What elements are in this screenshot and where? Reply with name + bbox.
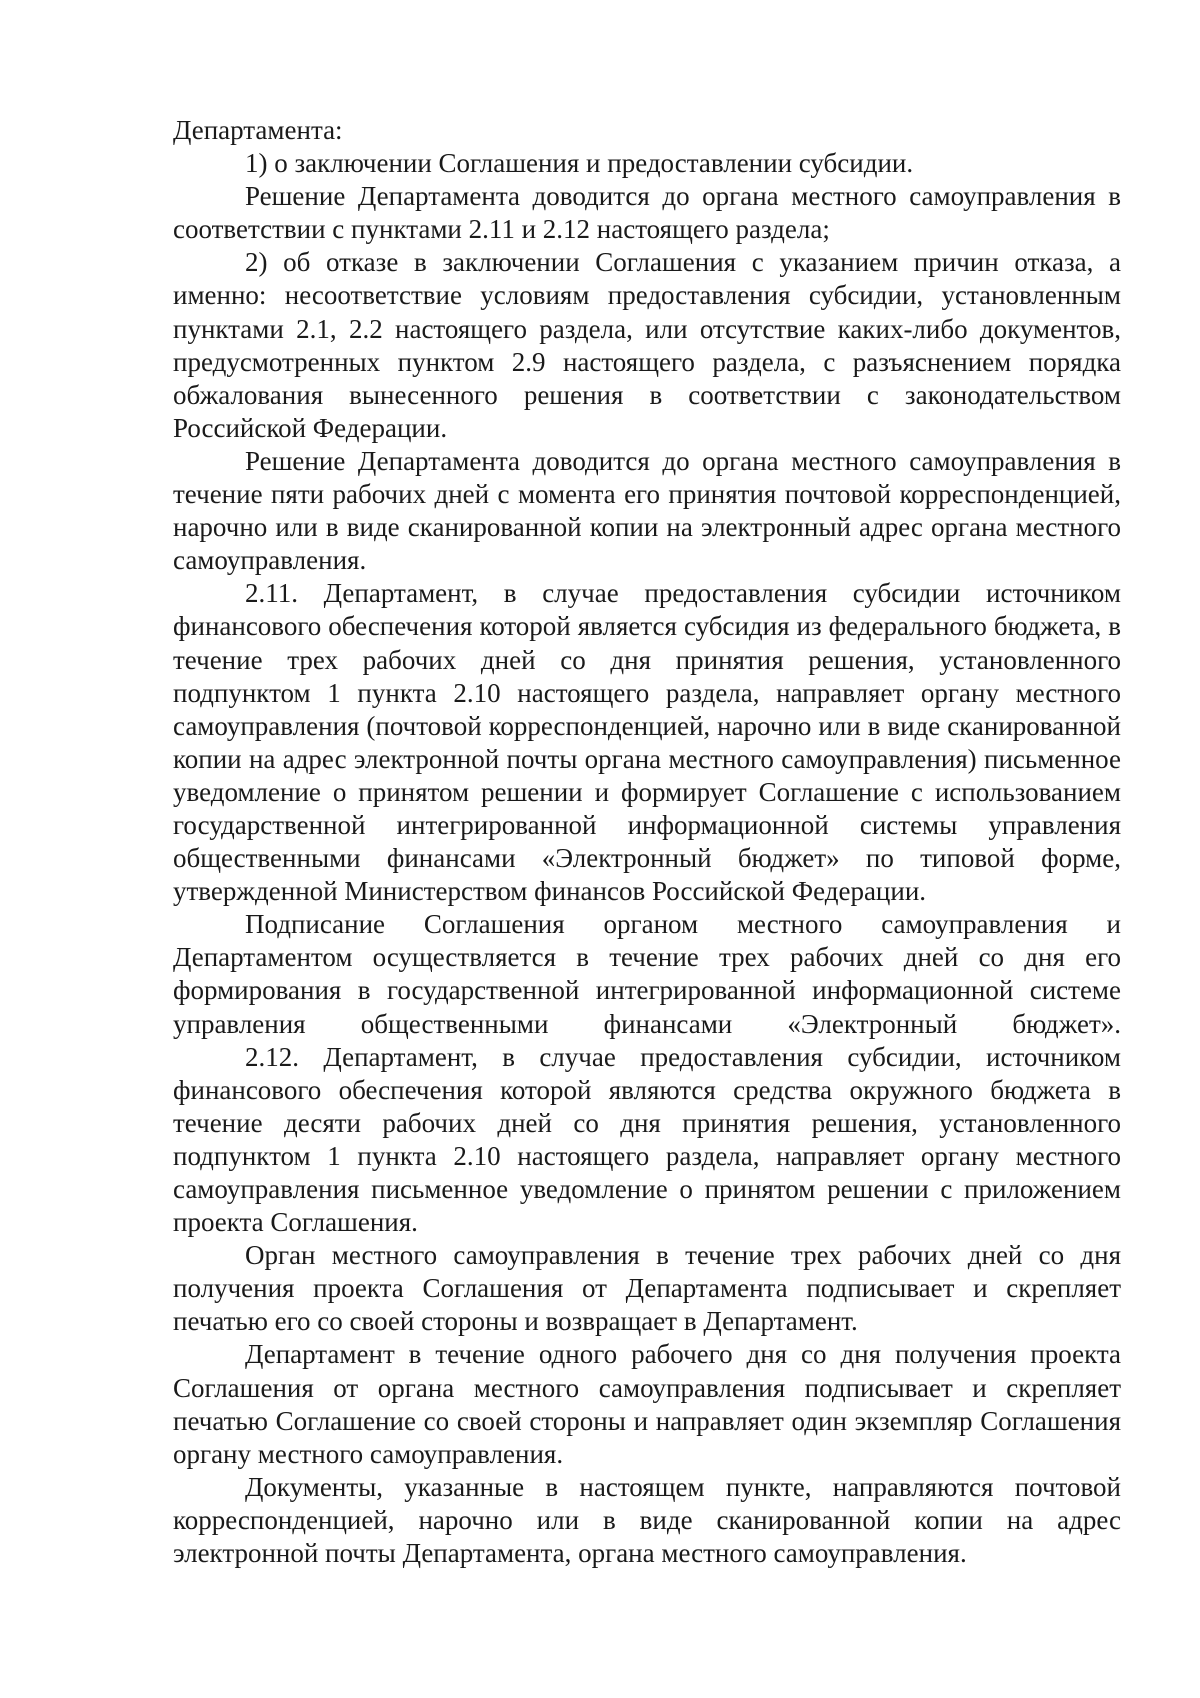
paragraph-decision-notice-1: Решение Департамента доводится до органа местного самоуправления в соответствии с пунктами 2.11 и 2.12 настоящего раздела; [173,181,1121,245]
paragraph-signing: Подписание Соглашения органом местного самоуправления и Департаментом осуществляется в течение трех рабочих дней со дня его формирования в государственной интегрированной информационной системе управления общественными финансами «Электронный бюджет». [173,909,1121,1039]
document-page [173,114,1121,1570]
paragraph-continuation: Департамента: [173,115,343,145]
paragraph-department-signs: Департамент в течение одного рабочего дня со дня получения проекта Соглашения от органа местного самоуправления подписывает и скрепляет печатью Соглашение со своей стороны и направляет один экземпляр Соглашения органу местного самоуправления. [173,1339,1121,1469]
paragraph-local-authority: Орган местного самоуправления в течение трех рабочих дней со дня получения проекта Соглашения от Департамента подписывает и скрепляет печатью его со своей стороны и возвращает в Департамент. [173,1240,1121,1337]
paragraph-section-2-11: 2.11. Департамент, в случае предоставления субсидии источником финансового обеспечения которой является субсидия из федерального бюджета, в течение трех рабочих дней со дня принятия решения, установленного подпунктом 1 пункта 2.10 настоящего раздела, направляет органу местного самоуправления (почтовой корреспонденцией, нарочно или в виде сканированной копии на адрес электронной почты органа местного самоуправления) письменное уведомление о принятом решении и формирует Соглашение с использованием государственной интегрированной информационной системы управления общественными финансами «Электронный бюджет» по типовой форме, утвержденной Министерством финансов Российской Федерации. [173,578,1121,907]
paragraph-decision-notice-2: Решение Департамента доводится до органа местного самоуправления в течение пяти рабочих дней с момента его принятия почтовой корреспонденцией, нарочно или в виде сканированной копии на электронный адрес органа местного самоуправления. [173,445,1121,576]
paragraph-item-2: 2) об отказе в заключении Соглашения с указанием причин отказа, а именно: несоответствие условиям предоставления субсидии, установленным пунктами 2.1, 2.2 настоящего раздела, или отсутствие каких-либо документов, предусмотренных пунктом 2.9 настоящего раздела, с разъяснением порядка обжалования вынесенного решения в соответствии с законодательством Российской Федерации. [173,247,1121,443]
paragraph-documents-sent: Документы, указанные в настоящем пункте, направляются почтовой корреспонденцией, нарочно или в виде сканированной копии на адрес электронной почты Департамента, органа местного самоуправления. [173,1471,1121,1569]
paragraph-item-1: 1) о заключении Соглашения и предоставлении субсидии. [245,148,914,179]
paragraph-section-2-12: 2.12. Департамент, в случае предоставления субсидии, источником финансового обеспечения которой являются средства окружного бюджета в течение десяти рабочих дней со дня принятия решения, установленного подпунктом 1 пункта 2.10 настоящего раздела, направляет органу местного самоуправления письменное уведомление о принятом решении с приложением проекта Соглашения. [173,1041,1121,1238]
